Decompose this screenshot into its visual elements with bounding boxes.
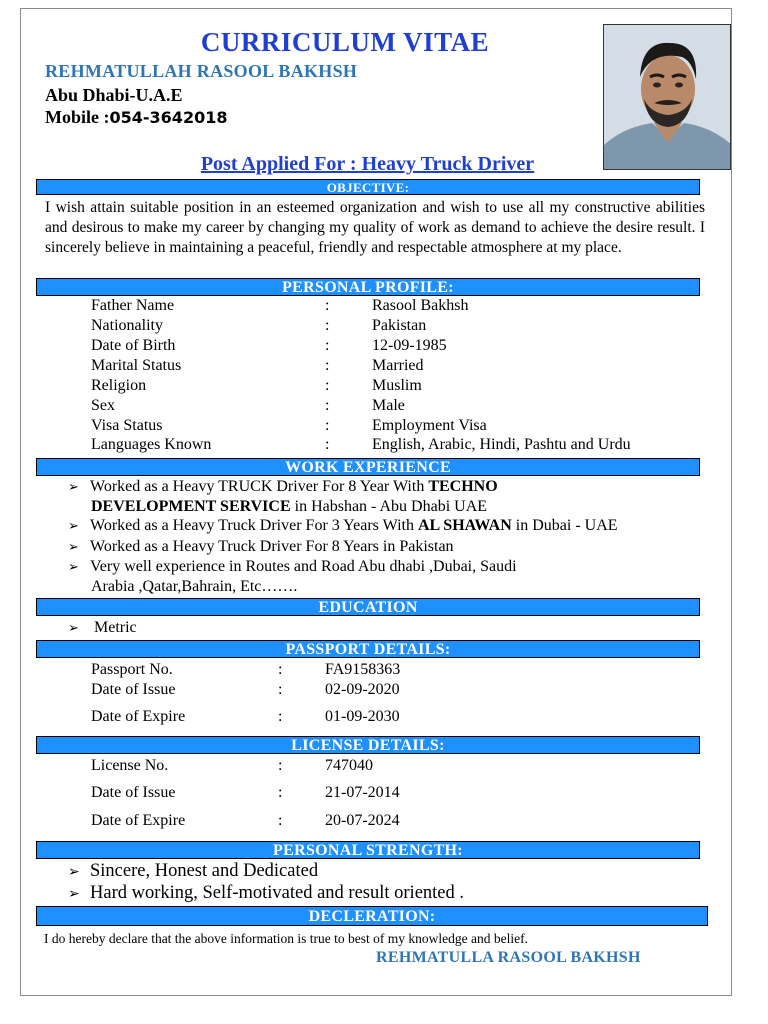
passport-label: Date of Expire (91, 708, 186, 725)
applicant-mobile (45, 107, 227, 128)
post-applied: Post Applied For : Heavy Truck Driver (200, 153, 535, 175)
license-sep: : (278, 757, 283, 774)
profile-sep: : (325, 377, 330, 394)
work-item-4-continued: Arabia ,Qatar,Bahrain, Etc……. (91, 578, 298, 595)
bullet-arrow-icon: ➢ (68, 480, 79, 495)
profile-label: Visa Status (91, 417, 163, 434)
mobile-number: 054-3642018 (109, 108, 228, 127)
personal-strength-heading: PERSONAL STRENGTH: (36, 841, 700, 859)
bullet-arrow-icon: ➢ (68, 864, 80, 880)
education-item (68, 619, 137, 637)
profile-label: Religion (91, 377, 147, 394)
strength-item-2-text: Hard working, Self-motivated and result oriented . (90, 883, 465, 903)
strength-item-1 (68, 861, 318, 882)
license-label: Date of Issue (91, 784, 176, 801)
profile-label: Father Name (91, 297, 175, 314)
work-item-1-location: in Habshan - Abu Dhabi UAE (290, 498, 488, 515)
profile-value: Male (372, 397, 405, 414)
passport-sep: : (278, 661, 283, 678)
license-value: 21-07-2014 (325, 784, 400, 801)
license-sep: : (278, 812, 283, 829)
applicant-name: REHMATULLAH RASOOL BAKHSH (45, 61, 358, 81)
license-label: Date of Expire (91, 812, 186, 829)
bullet-arrow-icon: ➢ (68, 621, 79, 636)
profile-photo-image (604, 25, 731, 170)
license-heading: LICENSE DETAILS: (36, 736, 700, 754)
profile-sep: : (325, 337, 330, 354)
signature-name: REHMATULLA RASOOL BAKHSH (376, 949, 641, 966)
passport-value: FA9158363 (325, 661, 401, 678)
passport-sep: : (278, 681, 283, 698)
bullet-arrow-icon: ➢ (68, 540, 79, 555)
profile-label: Sex (91, 397, 115, 414)
work-item-4 (68, 558, 517, 576)
passport-heading: PASSPORT DETAILS: (36, 640, 700, 658)
profile-sep: : (325, 417, 330, 434)
document-title: CURRICULUM VITAE (200, 27, 490, 57)
work-item-4-text: Very well experience in Routes and Road Abu dhabi ,Dubai, Saudi (90, 558, 517, 575)
mobile-label: Mobile : (45, 107, 110, 127)
profile-label: Marital Status (91, 357, 182, 374)
work-item-1 (68, 478, 498, 496)
work-item-3 (68, 538, 454, 556)
work-item-1-company-part2: DEVELOPMENT SERVICE (91, 498, 291, 515)
strength-item-1-text: Sincere, Honest and Dedicated (90, 861, 319, 881)
work-item-1-continued (91, 498, 487, 516)
work-item-2 (68, 517, 618, 535)
personal-profile-heading: PERSONAL PROFILE: (36, 278, 700, 296)
profile-label: Nationality (91, 317, 163, 334)
license-label: License No. (91, 757, 169, 774)
profile-sep: : (325, 436, 330, 453)
declaration-heading: DECLERATION: (36, 906, 708, 926)
license-sep: : (278, 784, 283, 801)
license-value: 20-07-2024 (325, 812, 400, 829)
applicant-address: Abu Dhabi-U.A.E (45, 85, 183, 105)
education-heading: EDUCATION (36, 598, 700, 616)
bullet-arrow-icon: ➢ (68, 886, 80, 902)
passport-label: Date of Issue (91, 681, 176, 698)
passport-value: 02-09-2020 (325, 681, 400, 698)
work-experience-heading: WORK EXPERIENCE (36, 458, 700, 476)
work-item-1-company-part1: TECHNO (428, 478, 498, 495)
declaration-text: I do hereby declare that the above information is true to best of my knowledge and belief. (44, 931, 528, 946)
profile-value: Muslim (372, 377, 422, 394)
profile-value: Married (372, 357, 424, 374)
profile-value: Rasool Bakhsh (372, 297, 469, 314)
profile-sep: : (325, 317, 330, 334)
profile-value: Employment Visa (372, 417, 487, 434)
profile-value: English, Arabic, Hindi, Pashtu and Urdu (372, 436, 631, 453)
profile-value: 12-09-1985 (372, 337, 447, 354)
objective-heading: OBJECTIVE: (36, 179, 700, 195)
profile-value: Pakistan (372, 317, 427, 334)
work-item-2-location: in Dubai - UAE (511, 517, 618, 534)
profile-sep: : (325, 357, 330, 374)
bullet-arrow-icon: ➢ (68, 560, 79, 575)
work-item-1-text: Worked as a Heavy TRUCK Driver For 8 Year With (90, 478, 429, 495)
passport-value: 01-09-2030 (325, 708, 400, 725)
strength-item-2 (68, 883, 464, 904)
bullet-arrow-icon: ➢ (68, 519, 79, 534)
objective-text: I wish attain suitable position in an esteemed organization and wish to use all my constructive abilities and desirous to make my career by changing my quality of work as demand to achieve the desire result. I sincerely believe in maintaining a peaceful, friendly and respectable atmosphere at my place. (45, 199, 705, 256)
passport-label: Passport No. (91, 661, 173, 678)
work-item-3-text: Worked as a Heavy Truck Driver For 8 Years in Pakistan (90, 538, 454, 555)
education-item-text: Metric (94, 619, 137, 636)
work-item-2-company: AL SHAWAN (417, 517, 512, 534)
passport-sep: : (278, 708, 283, 725)
profile-label: Date of Birth (91, 337, 176, 354)
profile-sep: : (325, 397, 330, 414)
work-item-2-text: Worked as a Heavy Truck Driver For 3 Years With (90, 517, 418, 534)
profile-photo (603, 24, 731, 170)
profile-label: Languages Known (91, 436, 212, 453)
profile-sep: : (325, 297, 330, 314)
license-value: 747040 (325, 757, 373, 774)
